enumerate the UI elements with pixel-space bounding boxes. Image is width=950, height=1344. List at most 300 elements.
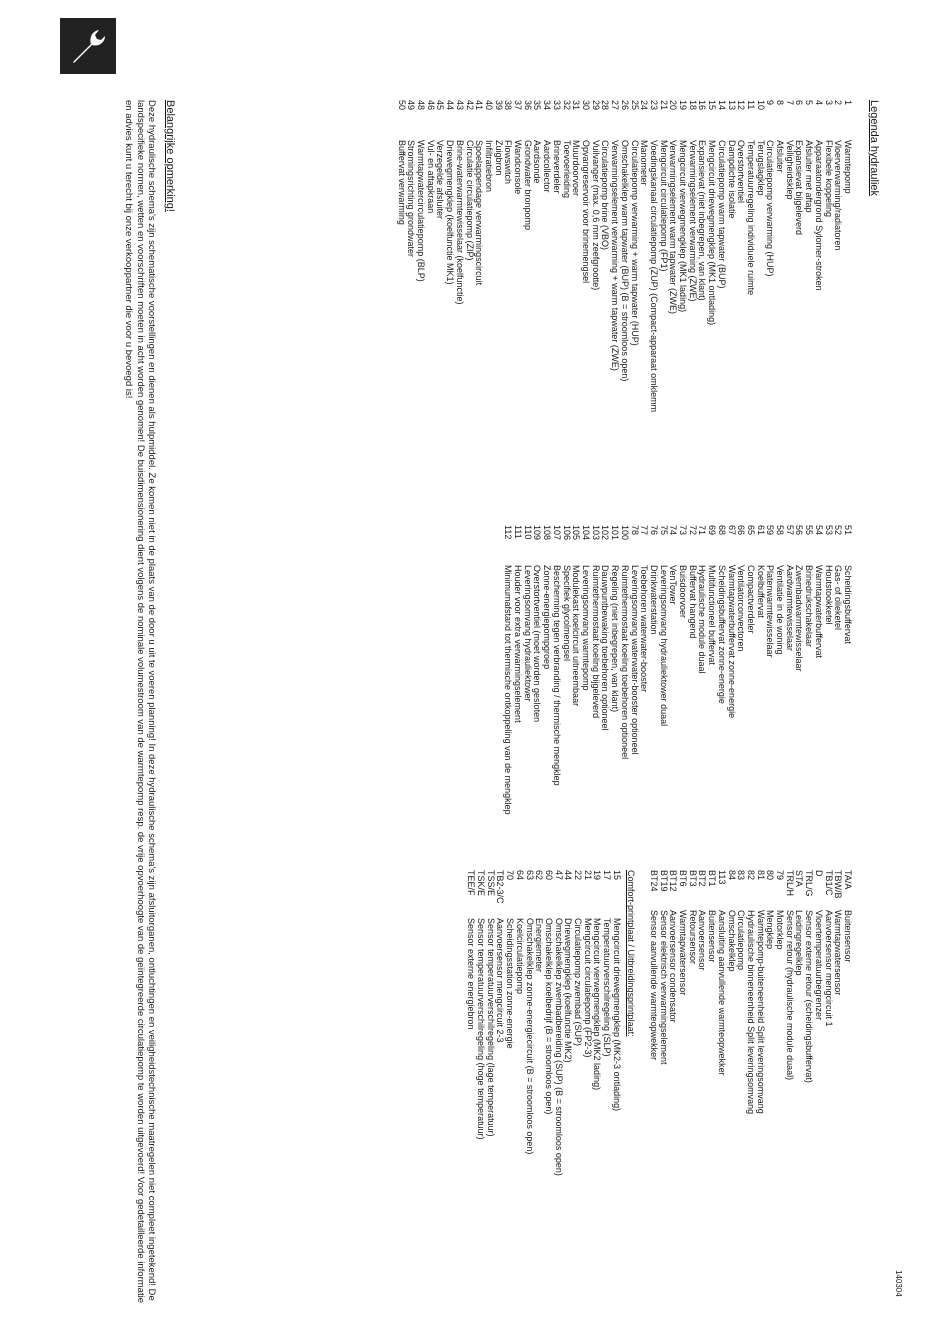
- legend-text: Ventilatie in de woning: [775, 565, 786, 655]
- legend-text: Infiltratiebron: [483, 140, 494, 193]
- legend-row: [774, 100, 784, 520]
- legend-number: TRL/H: [784, 870, 795, 897]
- legend-row: [658, 525, 668, 870]
- legend-number: 41: [474, 100, 485, 111]
- legend-text: Omschakelklep zonne-energiecircuit (B = stroomloos open): [524, 918, 535, 1155]
- legend-row: [592, 870, 602, 1305]
- legend-text: Mengcircuit vierwegmengklep (MK2 lading): [592, 918, 603, 1091]
- legend-row: [687, 525, 697, 870]
- legend-number: 79: [775, 870, 786, 881]
- legend-number: 74: [668, 525, 679, 536]
- legend-text: Scheidingsstation zonne-energie: [505, 918, 516, 1049]
- legend-text: Aardsonde: [532, 140, 543, 184]
- legend-text: Verwarmingselement verwarming + warm tapwater (ZWE): [610, 140, 621, 371]
- legend-row: [551, 525, 561, 870]
- legend-column-3: [466, 870, 852, 1305]
- legend-text: Expansievat (niet inbegrepen, van klant): [697, 140, 708, 301]
- legend-row: [794, 100, 804, 520]
- legend-row: [504, 870, 514, 1305]
- legend-text: Omschakelklep koelbedrijf (B = stroomloos open): [543, 918, 554, 1115]
- legend-number: STA: [794, 870, 805, 887]
- legend-row: [532, 100, 542, 520]
- legend-row: [466, 870, 476, 1305]
- legend-text: Warmtapwaterbuffervat zonne-energie: [726, 565, 737, 719]
- legend-number: BT12: [668, 870, 679, 892]
- legend-text: Buitensensor: [843, 910, 853, 963]
- legend-row: [697, 870, 707, 1305]
- legend-text: Warmtapwatercirculatiepomp (BLP): [416, 140, 427, 282]
- legend-row: [813, 100, 823, 520]
- legend-row: [813, 870, 823, 1305]
- legend-row: [474, 100, 484, 520]
- legend-number: 100: [619, 525, 630, 541]
- legend-row: [697, 100, 707, 520]
- legend-number: 83: [736, 870, 747, 881]
- legend-row: [600, 525, 610, 870]
- legend-text: Mengcircuit driewegmengklep (MK1 ontlading): [707, 140, 718, 326]
- legend-row: [475, 870, 485, 1305]
- legend-number: 104: [581, 525, 592, 541]
- legend-text: Vloerverwarming/radiatoren: [833, 140, 844, 251]
- legend-number: TB2-3/C: [495, 870, 506, 904]
- legend-row: [706, 100, 716, 520]
- legend-number: 56: [794, 525, 805, 536]
- legend-number: TSK/E: [476, 870, 486, 897]
- legend-number: 21: [658, 100, 669, 111]
- legend-number: 13: [726, 100, 737, 111]
- legend-text: Leveringsomvang waterwater-booster optioneel: [629, 565, 640, 755]
- legend-row: [823, 870, 833, 1305]
- legend-text: Toebehoren waterwater-booster: [639, 565, 650, 693]
- legend-row: [648, 525, 658, 870]
- legend-text: Circulatie circulatiepomp (ZIP): [464, 140, 475, 261]
- legend-text: Aansluiting aanvullende warmteopwekker: [716, 910, 727, 1076]
- legend-number: 23: [648, 100, 659, 111]
- legend-text: Flexibele koppeling: [823, 140, 834, 218]
- legend-row: [668, 525, 678, 870]
- legend-row: [813, 525, 823, 870]
- legend-text: Terugslagklep: [755, 140, 766, 196]
- legend-text: Vuilvanger (max. 0,6 mm zeefgrootte): [590, 140, 601, 291]
- legend-text: Buffervat hangend: [687, 565, 698, 639]
- legend-number: 46: [425, 100, 436, 111]
- sub-heading: Comfort-printplaat / Uitbreidingsprintplaat:: [625, 870, 636, 1037]
- legend-number: 50: [396, 100, 407, 111]
- legend-row: [619, 525, 629, 870]
- legend-number: TSS/E: [485, 870, 496, 897]
- legend-text: Omschakelklep warm tapwater (BUP) (B = stroomloos open): [619, 140, 630, 382]
- legend-text: Mengcircuit driewegmengklep (MK2-3 ontlading): [611, 918, 622, 1112]
- legend-row: [571, 100, 581, 520]
- legend-row: [765, 525, 775, 870]
- legend-number: 20: [668, 100, 679, 111]
- legend-number: 22: [573, 870, 584, 881]
- legend-text: Verwarmingselement verwarming (ZWE): [687, 140, 698, 302]
- legend-row: [745, 100, 755, 520]
- legend-row: [745, 870, 755, 1305]
- legend-text: Aanvoersensor: [697, 910, 708, 971]
- legend-number: 11: [745, 100, 756, 110]
- legend-number: 84: [726, 870, 737, 881]
- legend-row: [534, 870, 544, 1305]
- legend-number: 38: [503, 100, 514, 111]
- legend-number: 80: [765, 870, 776, 881]
- legend-text: Spoelappendage verwarmingscircuit: [474, 140, 485, 286]
- legend-row: [590, 525, 600, 870]
- legend-number: 25: [629, 100, 640, 111]
- legend-number: BT24: [648, 870, 659, 892]
- legend-number: 55: [804, 525, 815, 536]
- legend-text: Retoursensor: [687, 910, 698, 965]
- legend-text: Energiemeter: [534, 918, 545, 973]
- legend-row: [464, 100, 474, 520]
- legend-row: [842, 870, 852, 1305]
- legend-text: Overstortventiel: [736, 140, 747, 204]
- legend-number: BT19: [658, 870, 669, 892]
- legend-text: Dauwpuntbewaking toebehoren optioneel: [600, 565, 611, 731]
- legend-number: 19: [678, 100, 689, 111]
- legend-number: 16: [697, 100, 708, 111]
- legend-row: [716, 525, 726, 870]
- legend-row: [803, 870, 813, 1305]
- legend-text: Afsluiter met aftap: [804, 140, 815, 213]
- legend-number: 63: [524, 870, 535, 881]
- legend-row: [542, 100, 552, 520]
- legend-number: 78: [629, 525, 640, 536]
- legend-row: [572, 870, 582, 1305]
- legend-row: [833, 100, 843, 520]
- legend-row: [784, 870, 794, 1305]
- legend-number: 34: [542, 100, 553, 111]
- legend-number: 2: [833, 100, 844, 106]
- legend-row: [561, 525, 571, 870]
- legend-row: [648, 100, 658, 520]
- legend-text: Warmtapwatersensor: [678, 910, 689, 996]
- legend-text: Vloertemperatuurbegrenzer: [813, 910, 824, 1021]
- legend-text: Koelcirculatiepomp: [514, 918, 525, 995]
- legend-text: Wandconsole: [513, 140, 524, 195]
- legend-heading: Legenda hydrauliek: [868, 100, 880, 197]
- legend-row: [677, 525, 687, 870]
- legend-text: Brine-waterwarmtewisselaar (koelfunctie): [454, 140, 465, 305]
- legend-text: Sensor retour (hydraulische module duaal): [784, 910, 795, 1081]
- legend-row: [542, 525, 552, 870]
- legend-text: Aardcollector: [542, 140, 553, 193]
- legend-text: Toevoerleiding: [561, 140, 572, 199]
- legend-row: [716, 100, 726, 520]
- legend-number: 31: [571, 100, 582, 111]
- legend-row: [512, 100, 522, 520]
- legend-number: 36: [522, 100, 533, 111]
- legend-text: Warmtapwaterbuffervat: [813, 565, 824, 659]
- legend-row: [495, 870, 505, 1305]
- legend-text: Aardwarmtewisselaar: [784, 565, 795, 652]
- legend-text: Modulekast koelcircuit uitneembaar: [571, 565, 582, 707]
- legend-row: [444, 100, 454, 520]
- legend-number: 102: [600, 525, 611, 541]
- legend-number: 110: [522, 525, 533, 540]
- legend-row: [609, 525, 619, 870]
- legend-text: Warmtapwatersensor: [833, 910, 844, 996]
- legend-text: Circulatiepomp: [736, 910, 747, 971]
- legend-number: 111: [513, 525, 524, 539]
- legend-row: [803, 100, 813, 520]
- legend-text: Warmtepomp: [843, 140, 853, 194]
- legend-row: [514, 870, 524, 1305]
- legend-text: Circulatiepomp warm tapwater (BUP): [716, 140, 727, 289]
- legend-text: VenTower: [668, 565, 679, 605]
- legend-number: 17: [602, 870, 613, 881]
- legend-number: 72: [687, 525, 698, 536]
- legend-number: 47: [553, 870, 564, 881]
- legend-text: Driewegmengklep (koelfunctie MK2): [563, 918, 574, 1063]
- legend-row: [687, 870, 697, 1305]
- legend-row: [842, 525, 852, 870]
- legend-text: Bescherming tegen verbranding / thermische mengklep: [551, 565, 562, 786]
- legend-text: Sensor externe energiebron: [466, 918, 477, 1030]
- legend-text: Aanvoersensor mengcircuit 2-3: [495, 918, 506, 1043]
- legend-number: 15: [611, 870, 622, 881]
- legend-row: [755, 100, 765, 520]
- legend-content: [20, 100, 880, 1310]
- legend-row: [774, 870, 784, 1305]
- legend-number: 3: [823, 100, 834, 106]
- legend-text: Verzegelde afsluiter: [435, 140, 446, 220]
- legend-row: [803, 525, 813, 870]
- legend-text: Hydraulische binneneenheid Split leveringsomvang: [745, 910, 756, 1115]
- legend-text: Leveringsomvang hydrauliektower duaal: [658, 565, 669, 727]
- legend-number: 14: [716, 100, 727, 111]
- legend-number: 24: [639, 100, 650, 111]
- legend-text: Sensor temperatuurverschilregeling (lage temperatuur): [485, 918, 496, 1137]
- legend-number: 67: [726, 525, 737, 536]
- legend-text: Overstortventiel (moet worden gesloten: [532, 565, 543, 723]
- legend-row: [425, 100, 435, 520]
- legend-text: Multifunctioneel buffervat: [707, 565, 718, 665]
- legend-number: 29: [590, 100, 601, 111]
- legend-number: 4: [813, 100, 824, 106]
- legend-number: 39: [493, 100, 504, 111]
- legend-text: Dampdichte isolatie: [726, 140, 737, 219]
- legend-number: 57: [784, 525, 795, 536]
- legend-number: TB1/C: [823, 870, 834, 896]
- note-text: Deze hydraulische schema's zijn schematische voorstellingen en dienen als hulpmiddel. Ze komen niet in de plaats van de door u uit te voeren planning! In deze hydraulische schema's zijn afsluitorganen, ontluchtingen en veiligheidstechnische maatregelen niet compleet ingetekend! De landspecifieke normen, wetten en voorschriften moeten in acht worden genomen! De buisdimensionering dient volgens de nominale volumestroom van de warmtepomp resp. de vrije opvoerhoogte van de geïntegreerde circulatiepomp te worden uitgevoerd! Voor gedetailleerde informatie en advies kunt u terecht bij onze verkooppartner die voor u bevoegd is!: [123, 100, 158, 1303]
- legend-row: [503, 525, 513, 870]
- legend-row: [563, 870, 573, 1305]
- legend-row: [842, 100, 852, 520]
- legend-text: Brineverdeler: [551, 140, 562, 194]
- legend-text: Ruimtethermostaat koeling bijgeleverd: [590, 565, 601, 719]
- legend-text: Drinkwaterstation: [648, 565, 659, 635]
- legend-text: Muurdoorvoer: [571, 140, 582, 197]
- legend-number: 49: [406, 100, 417, 111]
- legend-row: [677, 100, 687, 520]
- legend-text: Mengcircuit circulatiepomp (FP1): [658, 140, 669, 272]
- legend-row: [611, 870, 621, 1305]
- legend-text: Sensor externe retour (scheidingsbuffervat): [804, 910, 815, 1083]
- legend-number: 75: [658, 525, 669, 536]
- legend-number: 106: [561, 525, 572, 541]
- legend-number: 40: [483, 100, 494, 111]
- legend-text: Houtstookketel: [823, 565, 834, 625]
- legend-text: Veiligheidsklep: [784, 140, 795, 200]
- legend-row: [580, 100, 590, 520]
- legend-row: [590, 100, 600, 520]
- legend-text: Mengklep: [765, 910, 776, 950]
- legend-text: Flowswitch: [503, 140, 514, 185]
- legend-number: 65: [745, 525, 756, 536]
- legend-number: 66: [736, 525, 747, 536]
- legend-text: Zwembadwarmtewisselaar: [794, 565, 805, 672]
- legend-number: TBW/B: [833, 870, 844, 899]
- legend-number: 27: [610, 100, 621, 111]
- legend-row: [794, 525, 804, 870]
- legend-text: Platenwarmtewisselaar: [765, 565, 776, 658]
- legend-row: [658, 100, 668, 520]
- legend-row: [454, 100, 464, 520]
- legend-row: [532, 525, 542, 870]
- legend-text: Opvangreservoir voor brinemengsel: [581, 140, 592, 284]
- legend-row: [677, 870, 687, 1305]
- important-note: [123, 100, 175, 1305]
- legend-text: Buitensensor: [707, 910, 718, 963]
- legend-number: 107: [551, 525, 562, 541]
- legend-number: 70: [505, 870, 516, 881]
- legend-text: Verwarmingselement warm tapwater (ZWE): [668, 140, 679, 315]
- legend-text: Warmtepomp-buiteneenheid Split leveringsomvang: [755, 910, 766, 1114]
- legend-row: [668, 870, 678, 1305]
- legend-text: Compactverdeler: [745, 565, 756, 634]
- legend-text: Grondwater bronpomp: [522, 140, 533, 231]
- legend-number: BT2: [697, 870, 708, 887]
- legend-number: 64: [514, 870, 525, 881]
- legend-text: Circulatiepomp zwembad (SUP): [573, 918, 584, 1047]
- legend-row: [639, 525, 649, 870]
- legend-number: 12: [736, 100, 747, 111]
- legend-number: 61: [755, 525, 766, 536]
- legend-row: [765, 100, 775, 520]
- legend-row: [600, 100, 610, 520]
- legend-number: 108: [542, 525, 553, 541]
- legend-row: [543, 870, 553, 1305]
- legend-row: [435, 100, 445, 520]
- legend-row: [503, 100, 513, 520]
- legend-number: 52: [833, 525, 844, 536]
- legend-number: 45: [435, 100, 446, 111]
- legend-row: [823, 100, 833, 520]
- legend-row: [601, 870, 611, 1305]
- legend-number: 62: [534, 870, 545, 881]
- legend-row: [406, 100, 416, 520]
- legend-row: [571, 525, 581, 870]
- legend-text: Zuigbron: [493, 140, 504, 176]
- legend-row: [765, 870, 775, 1305]
- legend-number: 28: [600, 100, 611, 111]
- legend-text: Mengcircuit vierwegmengklep (MK1 lading): [678, 140, 689, 313]
- legend-number: 1: [843, 100, 853, 106]
- legend-row: [726, 100, 736, 520]
- legend-text: Brinedrukschakelaar: [804, 565, 815, 648]
- legend-number: 58: [775, 525, 786, 536]
- legend-text: Houder voor extra verwarmingselement: [513, 565, 524, 723]
- legend-text: Buisdoorvoer: [678, 565, 689, 619]
- legend-text: Hydraulische module duaal: [697, 565, 708, 674]
- legend-row: [794, 870, 804, 1305]
- legend-text: Regeling (niet inbegrepen, van klant): [610, 565, 621, 713]
- legend-row: [582, 870, 592, 1305]
- legend-row: [629, 100, 639, 520]
- legend-row: [639, 100, 649, 520]
- legend-row: [561, 100, 571, 520]
- legend-text: Sensor temperatuurverschilregeling (hoge temperatuur): [476, 918, 486, 1140]
- legend-text: Omschakelklep: [726, 910, 737, 972]
- legend-text: Ruimtethermostaat koeling toebehoren optioneel: [619, 565, 630, 760]
- legend-text: Mengcircuit circulatiepomp (FP2-3): [582, 918, 593, 1058]
- legend-row: [736, 525, 746, 870]
- legend-number: 68: [716, 525, 727, 536]
- legend-text: Minimumafstand tot thermische ontkoppeling van de mengklep: [503, 565, 514, 815]
- legend-number: 113: [716, 870, 727, 885]
- legend-number: 69: [707, 525, 718, 536]
- legend-number: 37: [513, 100, 524, 111]
- legend-number: 59: [765, 525, 776, 536]
- legend-number: TA/A: [843, 870, 853, 890]
- legend-row: [706, 525, 716, 870]
- legend-row: [553, 870, 563, 1305]
- legend-number: 109: [532, 525, 543, 541]
- legend-text: Vul- en aftapkraan: [425, 140, 436, 214]
- legend-text: Leveringsomvang warmtepomp: [581, 565, 592, 691]
- legend-number: BT3: [687, 870, 698, 887]
- legend-text: Stromingsrichting grondwater: [406, 140, 417, 258]
- legend-row: [784, 100, 794, 520]
- legend-text: Leidingregelklep: [794, 910, 805, 976]
- legend-number: BT1: [707, 870, 718, 887]
- legend-text: Temperatuurregeling individuele ruimte: [745, 140, 756, 296]
- legend-text: Omschakelklep zwembadbereiding (SUP) (B = stroomloos open): [553, 918, 564, 1176]
- legend-number: 33: [551, 100, 562, 111]
- legend-text: Koelbuffervat: [755, 565, 766, 618]
- legend-text: Sensor aanvullende warmteopwekker: [648, 910, 659, 1061]
- legend-number: BT6: [678, 870, 689, 887]
- legend-number: 5: [804, 100, 815, 106]
- legend-number: 103: [590, 525, 601, 541]
- legend-number: TEE/F: [466, 870, 477, 896]
- legend-row: [522, 525, 532, 870]
- legend-row: [697, 525, 707, 870]
- legend-text: Apparaatondergrond Sylomer-stroken: [813, 140, 824, 291]
- legend-row: [524, 870, 534, 1305]
- legend-number: 53: [823, 525, 834, 536]
- legend-row: [736, 870, 746, 1305]
- legend-column-1: [396, 100, 852, 520]
- legend-row: [485, 870, 495, 1305]
- legend-row: [687, 100, 697, 520]
- legend-number: TRL/G: [804, 870, 815, 897]
- legend-number: 105: [571, 525, 582, 541]
- legend-text: Specifiek glycolmengsel: [561, 565, 572, 662]
- legend-text: Scheidingsbuffervat zonne-energie: [716, 565, 727, 704]
- legend-number: 21: [582, 870, 593, 881]
- legend-number: 19: [592, 870, 603, 881]
- legend-text: Buffervat verwarming: [396, 140, 407, 225]
- legend-number: 81: [755, 870, 766, 881]
- legend-row: [580, 525, 590, 870]
- legend-row: [396, 100, 406, 520]
- legend-number: 51: [843, 525, 853, 536]
- legend-number: D: [813, 870, 824, 877]
- legend-number: 6: [794, 100, 805, 106]
